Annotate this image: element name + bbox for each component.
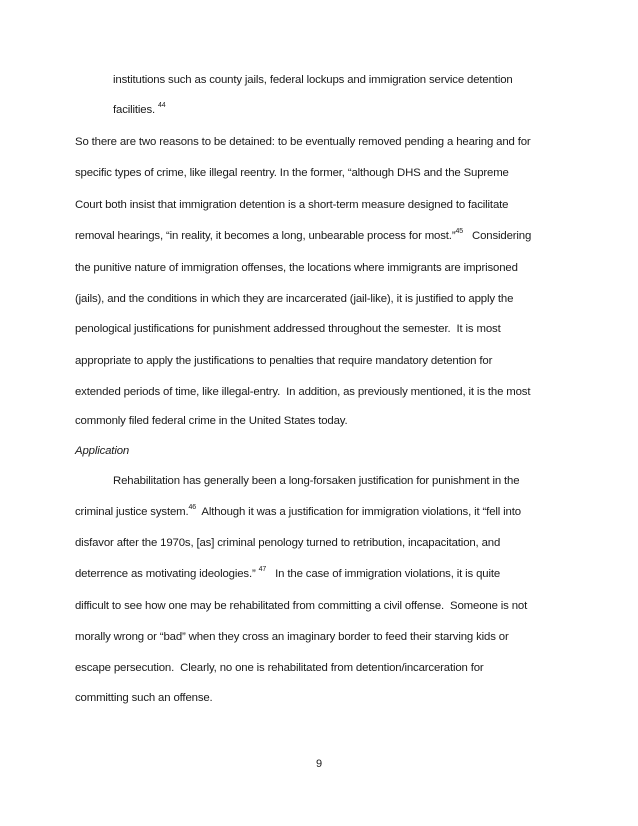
para1-line-4-tail: Considering [462,230,532,242]
page-number: 9 [315,758,323,770]
para2-line-6 [75,630,509,644]
quote-line-2-text: facilities. [113,104,159,116]
para1-line-7-text: penological justifications for punishment addressed throughout the semester. It is most [75,323,501,335]
para2-line-6-text: morally wrong or “bad” when they cross an imaginary border to feed their starving kids or [75,631,509,643]
para1-line-10-text: commonly filed federal crime in the United States today. [75,415,348,427]
para1-line-3-text: Court both insist that immigration detention is a short-term measure designed to facilitate [75,199,509,211]
para2-line-1 [113,474,519,488]
para1-line-5 [75,261,518,275]
section-heading [75,444,129,458]
para1-line-4 [75,229,531,243]
para2-line-8-text: committing such an offense. [75,692,213,704]
para1-line-4-text: removal hearings, “in reality, it becomes a long, unbearable process for most.” [75,230,456,242]
para1-line-2-text: specific types of crime, like illegal reentry. In the former, “although DHS and the Supreme [75,167,509,179]
para1-line-1 [75,135,531,149]
para1-line-5-text: the punitive nature of immigration offenses, the locations where immigrants are imprisoned [75,262,518,274]
para2-line-1-text: Rehabilitation has generally been a long-forsaken justification for punishment in the [113,475,520,487]
quote-line-1-text: institutions such as county jails, federal lockups and immigration service detention [113,74,513,86]
para1-line-3 [75,198,508,212]
para1-line-8-text: appropriate to apply the justifications to penalties that require mandatory detention for [75,355,493,367]
para2-line-3-text: disfavor after the 1970s, [as] criminal penology turned to retribution, incapacitation, and [75,537,501,549]
footnote-ref-45[interactable]: 45 [455,228,463,236]
para1-line-9-text: extended periods of time, like illegal-entry. In addition, as previously mentioned, it is the most [75,386,531,398]
para1-line-1-text: So there are two reasons to be detained: to be eventually removed pending a hearing and for [75,136,531,148]
para2-line-4-tail: In the case of immigration violations, it is quite [266,568,501,580]
para2-line-7-text: escape persecution. Clearly, no one is rehabilitated from detention/incarceration for [75,662,484,674]
para1-line-7 [75,322,501,336]
para2-line-2-tail: Although it was a justification for immigration violations, it “fell into [196,506,521,518]
para1-line-8 [75,354,492,368]
para2-line-4-text: deterrence as motivating ideologies.” [75,568,259,580]
footnote-ref-44[interactable]: 44 [158,102,166,110]
quote-line-1 [113,73,513,87]
para2-line-4 [75,567,500,581]
footnote-ref-46[interactable]: 46 [188,504,196,512]
para2-line-8 [75,691,213,705]
para1-line-2 [75,166,509,180]
quote-line-2 [113,103,166,117]
section-heading-text: Application [75,445,130,457]
para2-line-7 [75,661,484,675]
para1-line-6 [75,292,513,306]
para2-line-2 [75,505,521,519]
footnote-ref-47[interactable]: 47 [258,566,267,574]
para1-line-9 [75,385,530,399]
para1-line-6-text: (jails), and the conditions in which they are incarcerated (jail-like), it is justified to apply the [75,293,514,305]
para1-line-10 [75,414,348,428]
para2-line-5-text: difficult to see how one may be rehabilitated from committing a civil offense. Someone is not [75,600,528,612]
para2-line-5 [75,599,527,613]
para2-line-3 [75,536,500,550]
para2-line-2-text: criminal justice system. [75,506,189,518]
